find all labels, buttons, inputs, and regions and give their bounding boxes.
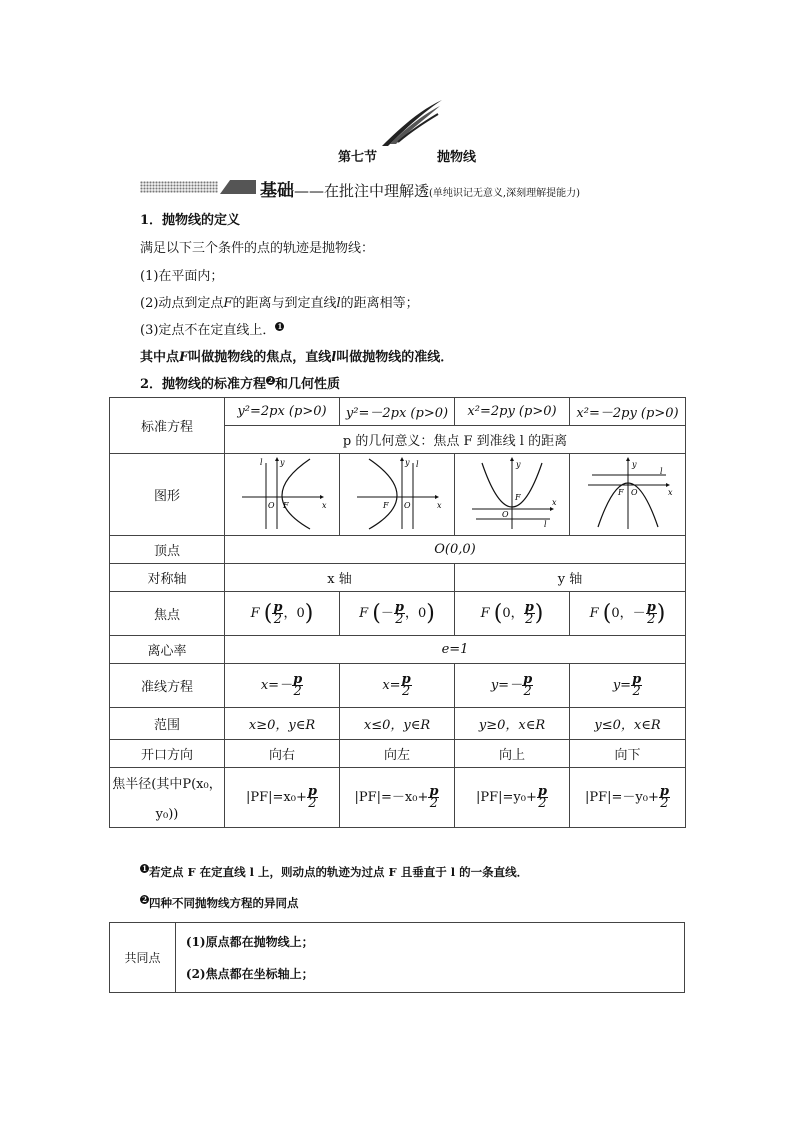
opening-1: 向右 [225,740,340,768]
row-label-focal-radius: 焦半径(其中P(x₀， y₀)) [110,768,225,828]
svg-text:l: l [659,466,663,476]
note-marker-1: 1 [275,322,284,331]
opening-4: 向下 [570,740,686,768]
definition-heading: 1．抛物线的定义 [140,213,241,228]
equation-1: y²=2px (p>0) [225,398,340,426]
opening-3: 向上 [455,740,570,768]
section-title [338,146,476,165]
graph-left [340,454,455,536]
note-2-marker: 2 [140,895,149,904]
banner [140,176,700,201]
note-marker-2: 2 [266,376,275,385]
row-label-vertex: 顶点 [110,536,225,564]
note-1-marker: 1 [140,864,149,873]
svg-text:O: O [502,509,509,519]
parabola-table [109,397,686,828]
svg-text:F: F [617,487,624,497]
banner-dots [140,181,218,193]
range-1: x≥0，y∈R [225,708,340,740]
axis-x: x 轴 [225,564,455,592]
focus-definition: 其中点F叫做抛物线的焦点，直线l叫做抛物线的准线． [140,350,454,365]
svg-text:F: F [515,492,521,502]
row-label-directrix: 准线方程 [110,664,225,708]
condition-3: (3)定点不在定直线上． 1 [140,319,284,338]
svg-text:x: x [322,500,327,510]
note-2: 2 四种不同抛物线方程的异同点 [140,895,299,911]
parabola-up-graph [462,455,562,531]
row-label-graph: 图形 [110,454,225,536]
equation-4: x²=－2py (p>0) [570,398,686,426]
row-label-axis: 对称轴 [110,564,225,592]
common-point-1: (1)原点都在抛物线上； [185,934,314,949]
p-meaning: p 的几何意义：焦点 F 到准线 l 的距离 [225,426,686,454]
section-name: 抛物线 [437,150,477,165]
svg-text:O: O [268,500,275,510]
row-label-focus: 焦点 [110,592,225,636]
row-label-eccentricity: 离心率 [110,636,225,664]
focus-3: F (0， $\frac{p}{2}$ ) [455,592,570,636]
row-label-opening: 开口方向 [110,740,225,768]
opening-2: 向左 [340,740,455,768]
directrix-4: y= $\frac{p}{2}$ [570,664,686,708]
focal-radius-2: |PF|=－x₀+ $\frac{p}{2}$ [340,768,455,828]
parabola-down-graph [578,455,678,531]
equation-3: x²=2py (p>0) [455,398,570,426]
focus-1: F ( $\frac{p}{2}$ ，0) [225,592,340,636]
row-label-equation: 标准方程 [110,398,225,454]
eccentricity-value: e=1 [225,636,686,664]
focal-radius-1: |PF|=x₀+ $\frac{p}{2}$ [225,768,340,828]
directrix-2: x= $\frac{p}{2}$ [340,664,455,708]
graph-right [225,454,340,536]
banner-label: 基础 [260,181,294,201]
directrix-1: x=－ $\frac{p}{2}$ [225,664,340,708]
directrix-3: y=－ $\frac{p}{2}$ [455,664,570,708]
graph-up [455,454,570,536]
axis-y: y 轴 [455,564,686,592]
parabola-right-graph [232,455,332,531]
svg-text:y: y [631,459,637,469]
vertex-value: O(0,0) [225,536,686,564]
svg-text:O: O [630,487,638,497]
parabola-left-graph [347,455,447,531]
equation-2: y²=－2px (p>0) [340,398,455,426]
graph-down [570,454,686,536]
svg-text:y: y [516,459,521,469]
svg-text:y: y [405,457,410,467]
note-1: 1 若定点 F 在定直线 l 上，则动点的轨迹为过点 F 且垂直于 l 的一条直线． [140,864,528,880]
banner-sub: (单纯识记无意义,深刻理解提能力) [429,188,580,199]
common-point-2: (2)焦点都在坐标轴上； [185,966,314,981]
banner-bar [220,180,256,194]
common-label: 共同点 [110,923,176,993]
banner-dash: ——在批注中理解透 [294,182,430,200]
focal-radius-3: |PF|=y₀+ $\frac{p}{2}$ [455,768,570,828]
svg-text:O: O [404,500,411,510]
svg-text:l: l [544,519,547,529]
range-4: y≤0，x∈R [570,708,686,740]
focus-2: F (－ $\frac{p}{2}$ ，0) [340,592,455,636]
properties-heading: 2．抛物线的标准方程 2 和几何性质 [140,375,341,392]
section-number: 第七节 [338,150,378,165]
focal-radius-4: |PF|=－y₀+ $\frac{p}{2}$ [570,768,686,828]
svg-text:x: x [667,487,673,497]
svg-text:x: x [437,500,442,510]
svg-text:F: F [383,500,389,510]
common-points [175,923,684,993]
swoosh-logo [380,98,444,148]
svg-text:y: y [280,457,285,467]
focus-4: F (0，－ $\frac{p}{2}$ ) [570,592,686,636]
comparison-table [109,922,685,993]
range-3: y≥0，x∈R [455,708,570,740]
svg-text:F: F [283,500,289,510]
svg-text:x: x [552,497,557,507]
condition-2: (2)动点到定点F的距离与到定直线l的距离相等； [140,296,419,311]
svg-text:l: l [260,457,263,467]
row-label-range: 范围 [110,708,225,740]
svg-text:l: l [416,459,419,469]
condition-1: (1)在平面内； [140,269,224,284]
definition-intro: 满足以下三个条件的点的轨迹是抛物线： [140,241,375,256]
range-2: x≤0，y∈R [340,708,455,740]
